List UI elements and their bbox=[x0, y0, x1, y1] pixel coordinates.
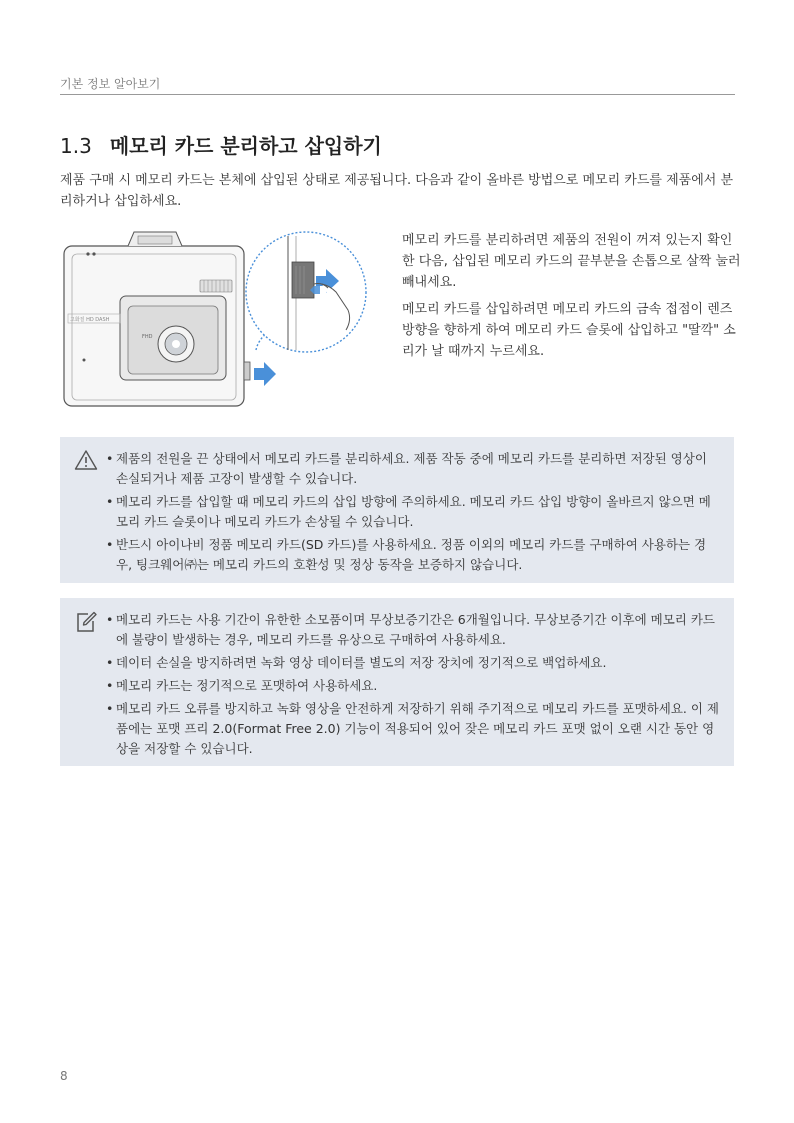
eject-arrow-icon bbox=[254, 362, 276, 386]
note-item: • 메모리 카드는 정기적으로 포맷하여 사용하세요. bbox=[106, 676, 721, 696]
caution-item: • 제품의 전원을 끈 상태에서 메모리 카드를 분리하세요. 제품 작동 중에 메모리 카드를 분리하면 저장된 영상이 손실되거나 제품 고장이 발생할 수 있습니다. bbox=[106, 449, 721, 489]
lens-label: FHD bbox=[142, 334, 153, 340]
device-label: 고화질 HD DASH bbox=[70, 317, 110, 323]
dashcam-image bbox=[64, 232, 250, 406]
note-icon bbox=[74, 610, 98, 638]
note-item: • 메모리 카드는 사용 기간이 유한한 소모품이며 무상보증기간은 6개월입니다. 무상보증기간 이후에 메모리 카드에 불량이 발생하는 경우, 메모리 카드를 유상으로 구매하여 사용하세요. bbox=[106, 610, 721, 650]
note-item: • 메모리 카드 오류를 방지하고 녹화 영상을 안전하게 저장하기 위해 주기적으로 메모리 카드를 포맷하세요. 이 제품에는 포맷 프리 2.0(Format Free 2.0) 기능이 적용되어 있어 잦은 메모리 카드 포맷 없이 오랜 시간 동안 영상을 저장할 수 있습니다. bbox=[106, 699, 721, 759]
caution-item: • 메모리 카드를 삽입할 때 메모리 카드의 삽입 방향에 주의하세요. 메모리 카드 삽입 방향이 올바르지 않으면 메모리 카드 슬롯이나 메모리 카드가 손상될 수 있습니다. bbox=[106, 492, 721, 532]
intro-paragraph: 제품 구매 시 메모리 카드는 본체에 삽입된 상태로 제공됩니다. 다음과 같이 올바른 방법으로 메모리 카드를 제품에서 분리하거나 삽입하세요. bbox=[60, 173, 734, 209]
running-header: 기본 정보 알아보기 bbox=[60, 77, 161, 91]
header-divider bbox=[60, 94, 735, 95]
section-title-text: 메모리 카드 분리하고 삽입하기 bbox=[109, 134, 382, 158]
instructions bbox=[402, 230, 742, 368]
note-box bbox=[60, 598, 734, 766]
note-item: • 데이터 손실을 방지하려면 녹화 영상 데이터를 별도의 저장 장치에 정기적으로 백업하세요. bbox=[106, 653, 721, 673]
note-list bbox=[106, 610, 721, 762]
warning-icon bbox=[74, 449, 98, 475]
caution-box bbox=[60, 437, 734, 583]
section-title bbox=[60, 130, 382, 159]
section-number: 1.3 bbox=[60, 134, 92, 158]
insert-instruction: 메모리 카드를 삽입하려면 메모리 카드의 금속 접점이 렌즈 방향을 향하게 하여 메모리 카드 슬롯에 삽입하고 "딸깍" 소리가 날 때까지 누르세요. bbox=[402, 302, 736, 359]
memory-card-illustration bbox=[58, 222, 378, 416]
caution-item: • 반드시 아이나비 정품 메모리 카드(SD 카드)를 사용하세요. 정품 이외의 메모리 카드를 구매하여 사용하는 경우, 팅크웨어㈜는 메모리 카드의 호환성 및 정상 동작을 보증하지 않습니다. bbox=[106, 535, 721, 575]
remove-instruction: 메모리 카드를 분리하려면 제품의 전원이 꺼져 있는지 확인한 다음, 삽입된 메모리 카드의 끝부분을 손톱으로 살짝 눌러 빼내세요. bbox=[402, 233, 741, 290]
caution-list bbox=[106, 449, 721, 578]
page-number: 8 bbox=[60, 1069, 68, 1083]
